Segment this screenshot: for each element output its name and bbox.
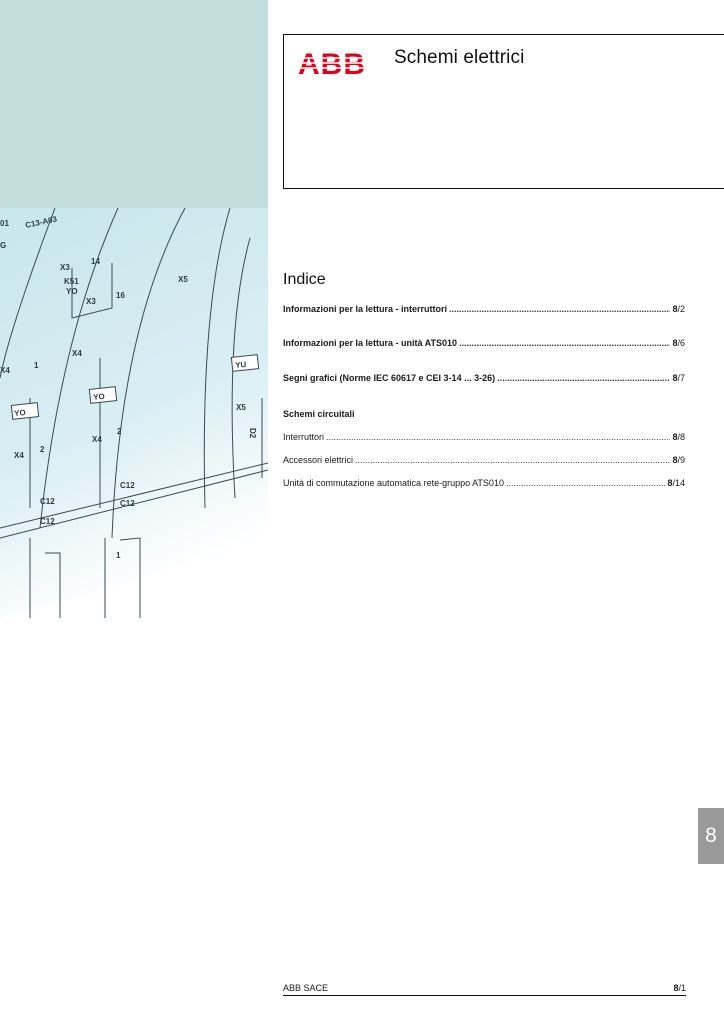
toc-entry-page: 8/2 [672,304,685,314]
diagram-label-g: G [0,241,7,250]
toc-entry-ats010[interactable] [283,478,685,488]
toc-entry-label: Accessori elettrici [283,455,354,465]
toc-leader [497,373,670,383]
toc-leader [506,478,666,488]
diagram-label-14: 14 [91,257,100,266]
decorative-top-block [0,0,268,208]
toc-entry-label: Segni grafici (Norme IEC 60617 e CEI 3-14 ... 3-26) [283,373,496,383]
diagram-label-yo-1: YO [13,407,27,419]
chapter-tab[interactable]: 8 [698,808,724,864]
toc-entry-page: 8/8 [672,432,685,442]
toc-entry-page: 8/14 [667,478,685,488]
diagram-label-yu: YU [234,359,247,371]
toc-entry-interruttori-info[interactable] [283,304,685,314]
toc-entry-accessori[interactable] [283,455,685,465]
diagram-label-2a: 2 [40,445,45,454]
page-title: Schemi elettrici [394,47,525,68]
toc-entry-ats010-info[interactable] [283,338,685,348]
diagram-label-01: 01 [0,219,9,228]
diagram-label-16: 16 [116,291,125,300]
toc-entry-page: 8/7 [672,373,685,383]
title-box [283,34,724,189]
diagram-label-c12-2: C12 [40,517,55,526]
diagram-label-x5: X5 [178,275,188,284]
diagram-label-c12-3: C12 [120,481,135,490]
footer-divider [283,995,686,996]
diagram-label-k51: K51 [64,277,79,286]
footer-company: ABB SACE [283,983,329,993]
diagram-label-x5-b: X5 [236,403,246,412]
toc-entry-label: Informazioni per la lettura - unità ATS010 [283,338,458,348]
toc-entry-label: Unità di commutazione automatica rete-gruppo ATS010 [283,478,504,488]
diagram-label-x3: X3 [60,263,70,272]
toc-leader [326,432,670,442]
toc-entry-segni-grafici[interactable] [283,373,685,383]
diagram-label-1a: 1 [34,361,39,370]
toc-leader [449,304,670,314]
diagram-label-yo-2: YO [92,391,106,403]
diagram-label-x3-b: X3 [86,297,96,306]
diagram-label-d2: D2 [248,428,257,439]
toc-entry-page: 8/6 [672,338,685,348]
diagram-label-c13: C13-A03 [24,214,58,230]
toc-leader [355,455,670,465]
section-heading-schemi: Schemi circuitali [283,409,355,419]
toc-entry-interruttori[interactable] [283,432,685,442]
circuit-diagram-illustration [0,208,268,618]
index-heading: Indice [283,271,326,288]
toc-leader [459,338,670,348]
diagram-label-1b: 1 [116,551,121,560]
abb-logo-text: ABB [298,49,366,77]
diagram-label-x4-2: X4 [92,435,102,444]
diagram-label-x4-4: X4 [0,366,10,375]
footer-page-number: 8/1 [673,983,686,993]
toc-entry-page: 8/9 [672,455,685,465]
diagram-label-yo-3: YO [66,287,78,296]
toc-entry-label: Informazioni per la lettura - interruttori [283,304,448,314]
diagram-label-c12-1: C12 [40,497,55,506]
diagram-label-c12-4: C12 [120,499,135,508]
diagram-label-x4-3: X4 [14,451,24,460]
diagram-label-x4-1: X4 [72,349,82,358]
abb-logo [296,49,368,82]
toc-entry-label: Interruttori [283,432,325,442]
diagram-label-2b: 2 [117,427,122,436]
